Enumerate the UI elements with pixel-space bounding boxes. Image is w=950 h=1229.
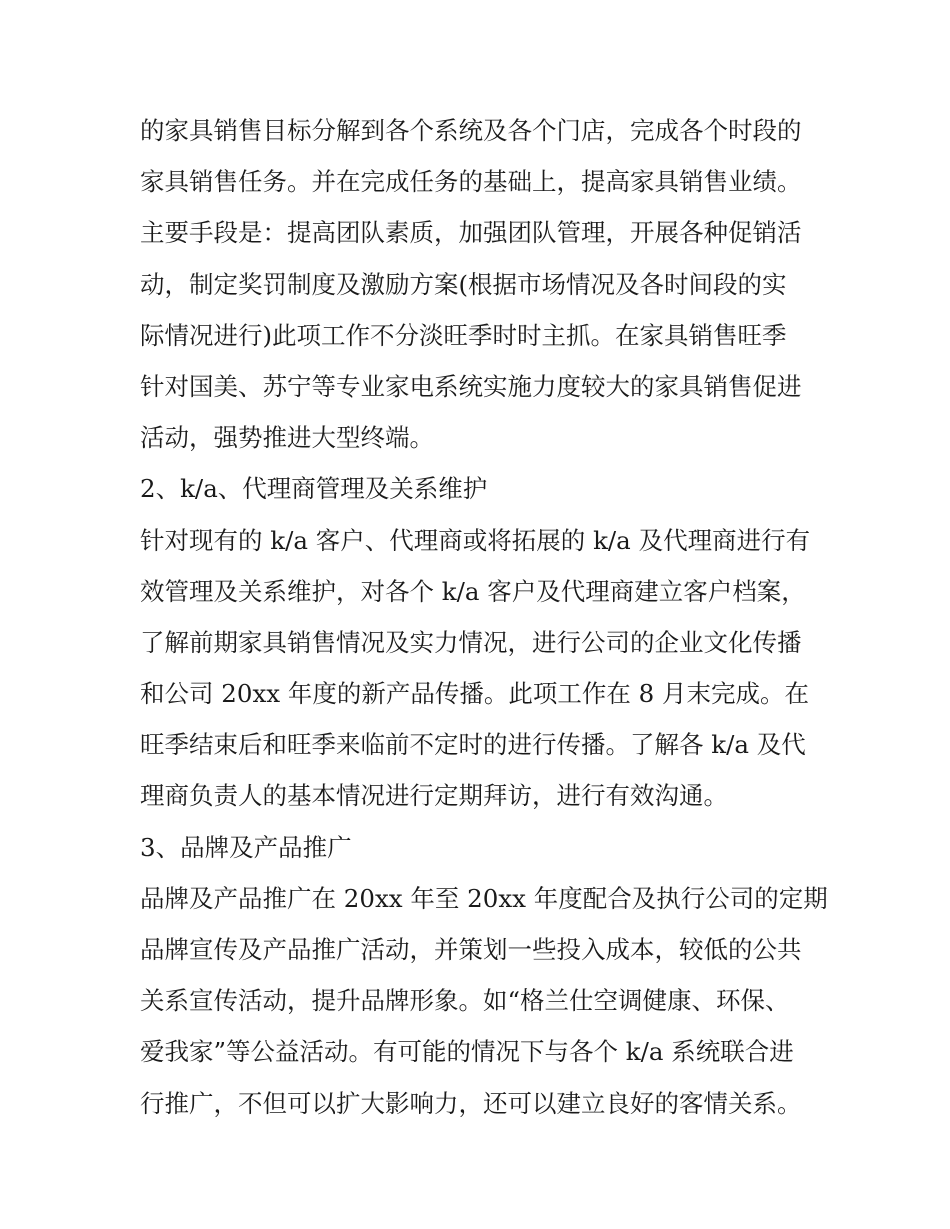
paragraph-line: 家具销售任务。并在完成任务的基础上，提高家具销售业绩。	[140, 167, 802, 197]
paragraph-line: 关系宣传活动，提升品牌形象。如“格兰仕空调健康、环保、	[140, 986, 790, 1016]
paragraph-line: 和公司 20xx 年度的新产品传播。此项工作在 8 月末完成。在	[140, 679, 810, 709]
paragraph-line: 品牌宣传及产品推广活动，并策划一些投入成本，较低的公共	[140, 935, 802, 964]
paragraph-line: 行推广，不但可以扩大影响力，还可以建立良好的客情关系。	[140, 1088, 802, 1118]
section-heading: 2、k/a、代理商管理及关系维护	[140, 474, 488, 504]
paragraph-line: 针对现有的 k/a 客户、代理商或将拓展的 k/a 及代理商进行有	[140, 525, 811, 555]
paragraph-line: 了解前期家具销售情况及实力情况，进行公司的企业文化传播	[140, 627, 802, 657]
document-body	[140, 105, 830, 1129]
paragraph-line: 品牌及产品推广在 20xx 年至 20xx 年度配合及执行公司的定期	[140, 883, 828, 913]
section-heading: 3、品牌及产品推广	[140, 832, 352, 862]
paragraph-line: 针对国美、苏宁等专业家电系统实施力度较大的家具销售促进	[140, 371, 802, 401]
paragraph-line: 理商负责人的基本情况进行定期拜访，进行有效沟通。	[140, 781, 728, 811]
paragraph-line: 主要手段是：提高团队素质，加强团队管理，开展各种促销活	[140, 218, 802, 248]
paragraph-line: 动，制定奖罚制度及激励方案(根据市场情况及各时间段的实	[140, 269, 787, 299]
paragraph-line: 旺季结束后和旺季来临前不定时的进行传播。了解各 k/a 及代	[140, 730, 806, 760]
paragraph-line: 活动，强势推进大型终端。	[140, 423, 434, 453]
paragraph-line: 的家具销售目标分解到各个系统及各个门店，完成各个时段的	[140, 116, 802, 145]
paragraph-line: 爱我家”等公益活动。有可能的情况下与各个 k/a 系统联合进	[140, 1037, 794, 1067]
paragraph-line: 际情况进行)此项工作不分淡旺季时时主抓。在家具销售旺季	[140, 320, 787, 350]
paragraph-line: 效管理及关系维护，对各个 k/a 客户及代理商建立客户档案，	[140, 576, 806, 606]
